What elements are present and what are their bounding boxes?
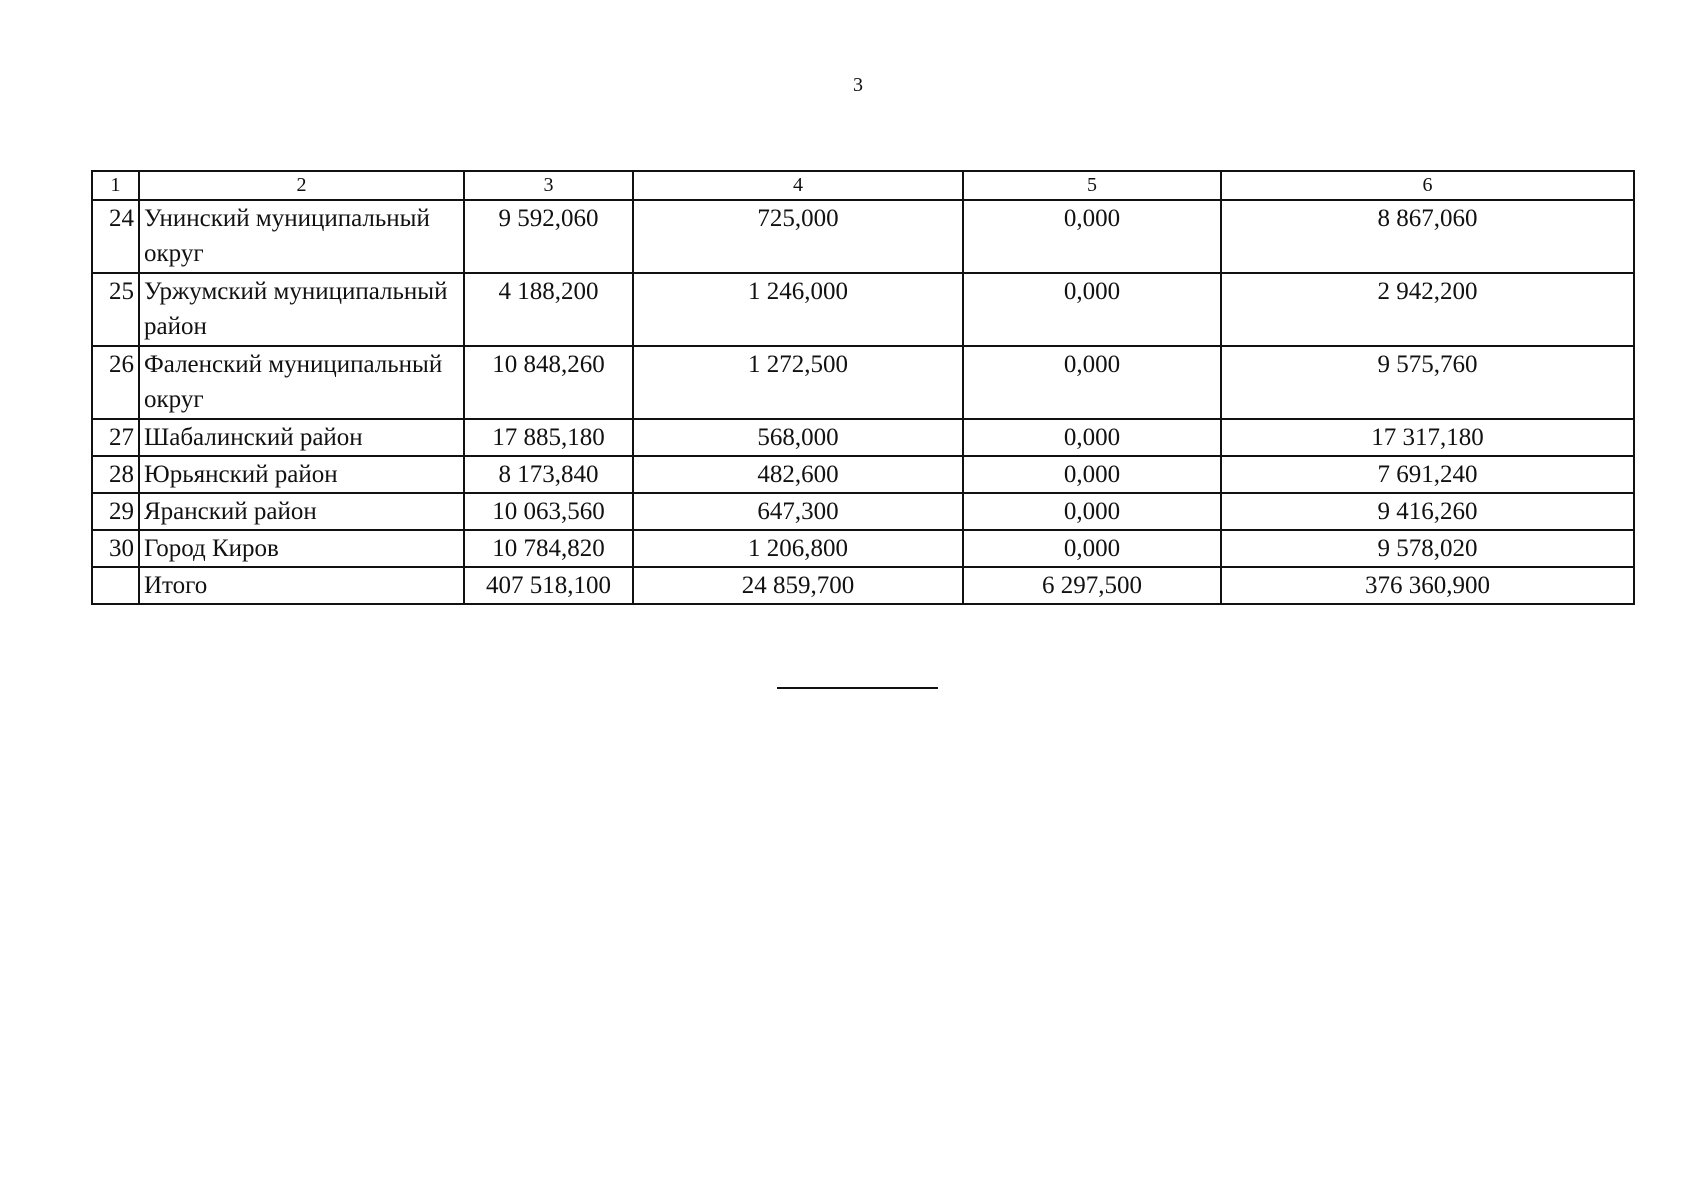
column-header: 4 — [633, 171, 963, 200]
table-row — [92, 273, 1634, 346]
table-row — [92, 200, 1634, 273]
total-col-3: 407 518,100 — [464, 567, 633, 604]
table-row — [92, 493, 1634, 530]
row-number: 29 — [92, 493, 139, 530]
row-number: 28 — [92, 456, 139, 493]
row-number: 26 — [92, 346, 139, 419]
table-row — [92, 456, 1634, 493]
table-header-row — [92, 171, 1634, 200]
value-col-4: 725,000 — [633, 200, 963, 273]
value-col-4: 1 272,500 — [633, 346, 963, 419]
value-col-3: 9 592,060 — [464, 200, 633, 273]
column-header: 1 — [92, 171, 139, 200]
column-header: 3 — [464, 171, 633, 200]
page-number: 3 — [853, 74, 863, 96]
value-col-6: 9 416,260 — [1221, 493, 1634, 530]
municipality-name: Унинский муниципальный округ — [139, 200, 464, 273]
municipality-name: Город Киров — [139, 530, 464, 567]
municipality-name: Шабалинский район — [139, 419, 464, 456]
value-col-6: 17 317,180 — [1221, 419, 1634, 456]
value-col-5: 0,000 — [963, 346, 1221, 419]
value-col-6: 8 867,060 — [1221, 200, 1634, 273]
row-number: 25 — [92, 273, 139, 346]
column-header: 6 — [1221, 171, 1634, 200]
value-col-3: 8 173,840 — [464, 456, 633, 493]
end-of-document-rule — [777, 687, 938, 689]
table-total-row — [92, 567, 1634, 604]
value-col-4: 647,300 — [633, 493, 963, 530]
value-col-5: 0,000 — [963, 456, 1221, 493]
value-col-5: 0,000 — [963, 200, 1221, 273]
municipality-name: Юрьянский район — [139, 456, 464, 493]
data-table — [91, 170, 1635, 605]
value-col-4: 1 206,800 — [633, 530, 963, 567]
value-col-4: 482,600 — [633, 456, 963, 493]
total-col-5: 6 297,500 — [963, 567, 1221, 604]
column-header: 5 — [963, 171, 1221, 200]
table-row — [92, 530, 1634, 567]
value-col-5: 0,000 — [963, 493, 1221, 530]
value-col-5: 0,000 — [963, 419, 1221, 456]
table-row — [92, 419, 1634, 456]
value-col-3: 10 848,260 — [464, 346, 633, 419]
total-col-6: 376 360,900 — [1221, 567, 1634, 604]
row-number: 24 — [92, 200, 139, 273]
value-col-6: 2 942,200 — [1221, 273, 1634, 346]
value-col-4: 568,000 — [633, 419, 963, 456]
municipality-name: Уржумский муниципальный район — [139, 273, 464, 346]
value-col-5: 0,000 — [963, 273, 1221, 346]
row-number: 27 — [92, 419, 139, 456]
row-number — [92, 567, 139, 604]
column-header: 2 — [139, 171, 464, 200]
value-col-6: 9 578,020 — [1221, 530, 1634, 567]
value-col-4: 1 246,000 — [633, 273, 963, 346]
total-label: Итого — [139, 567, 464, 604]
total-col-4: 24 859,700 — [633, 567, 963, 604]
value-col-5: 0,000 — [963, 530, 1221, 567]
row-number: 30 — [92, 530, 139, 567]
value-col-6: 7 691,240 — [1221, 456, 1634, 493]
value-col-3: 10 063,560 — [464, 493, 633, 530]
table-row — [92, 346, 1634, 419]
municipality-name: Фаленский муниципальный округ — [139, 346, 464, 419]
value-col-3: 10 784,820 — [464, 530, 633, 567]
value-col-3: 17 885,180 — [464, 419, 633, 456]
municipality-name: Яранский район — [139, 493, 464, 530]
value-col-3: 4 188,200 — [464, 273, 633, 346]
value-col-6: 9 575,760 — [1221, 346, 1634, 419]
